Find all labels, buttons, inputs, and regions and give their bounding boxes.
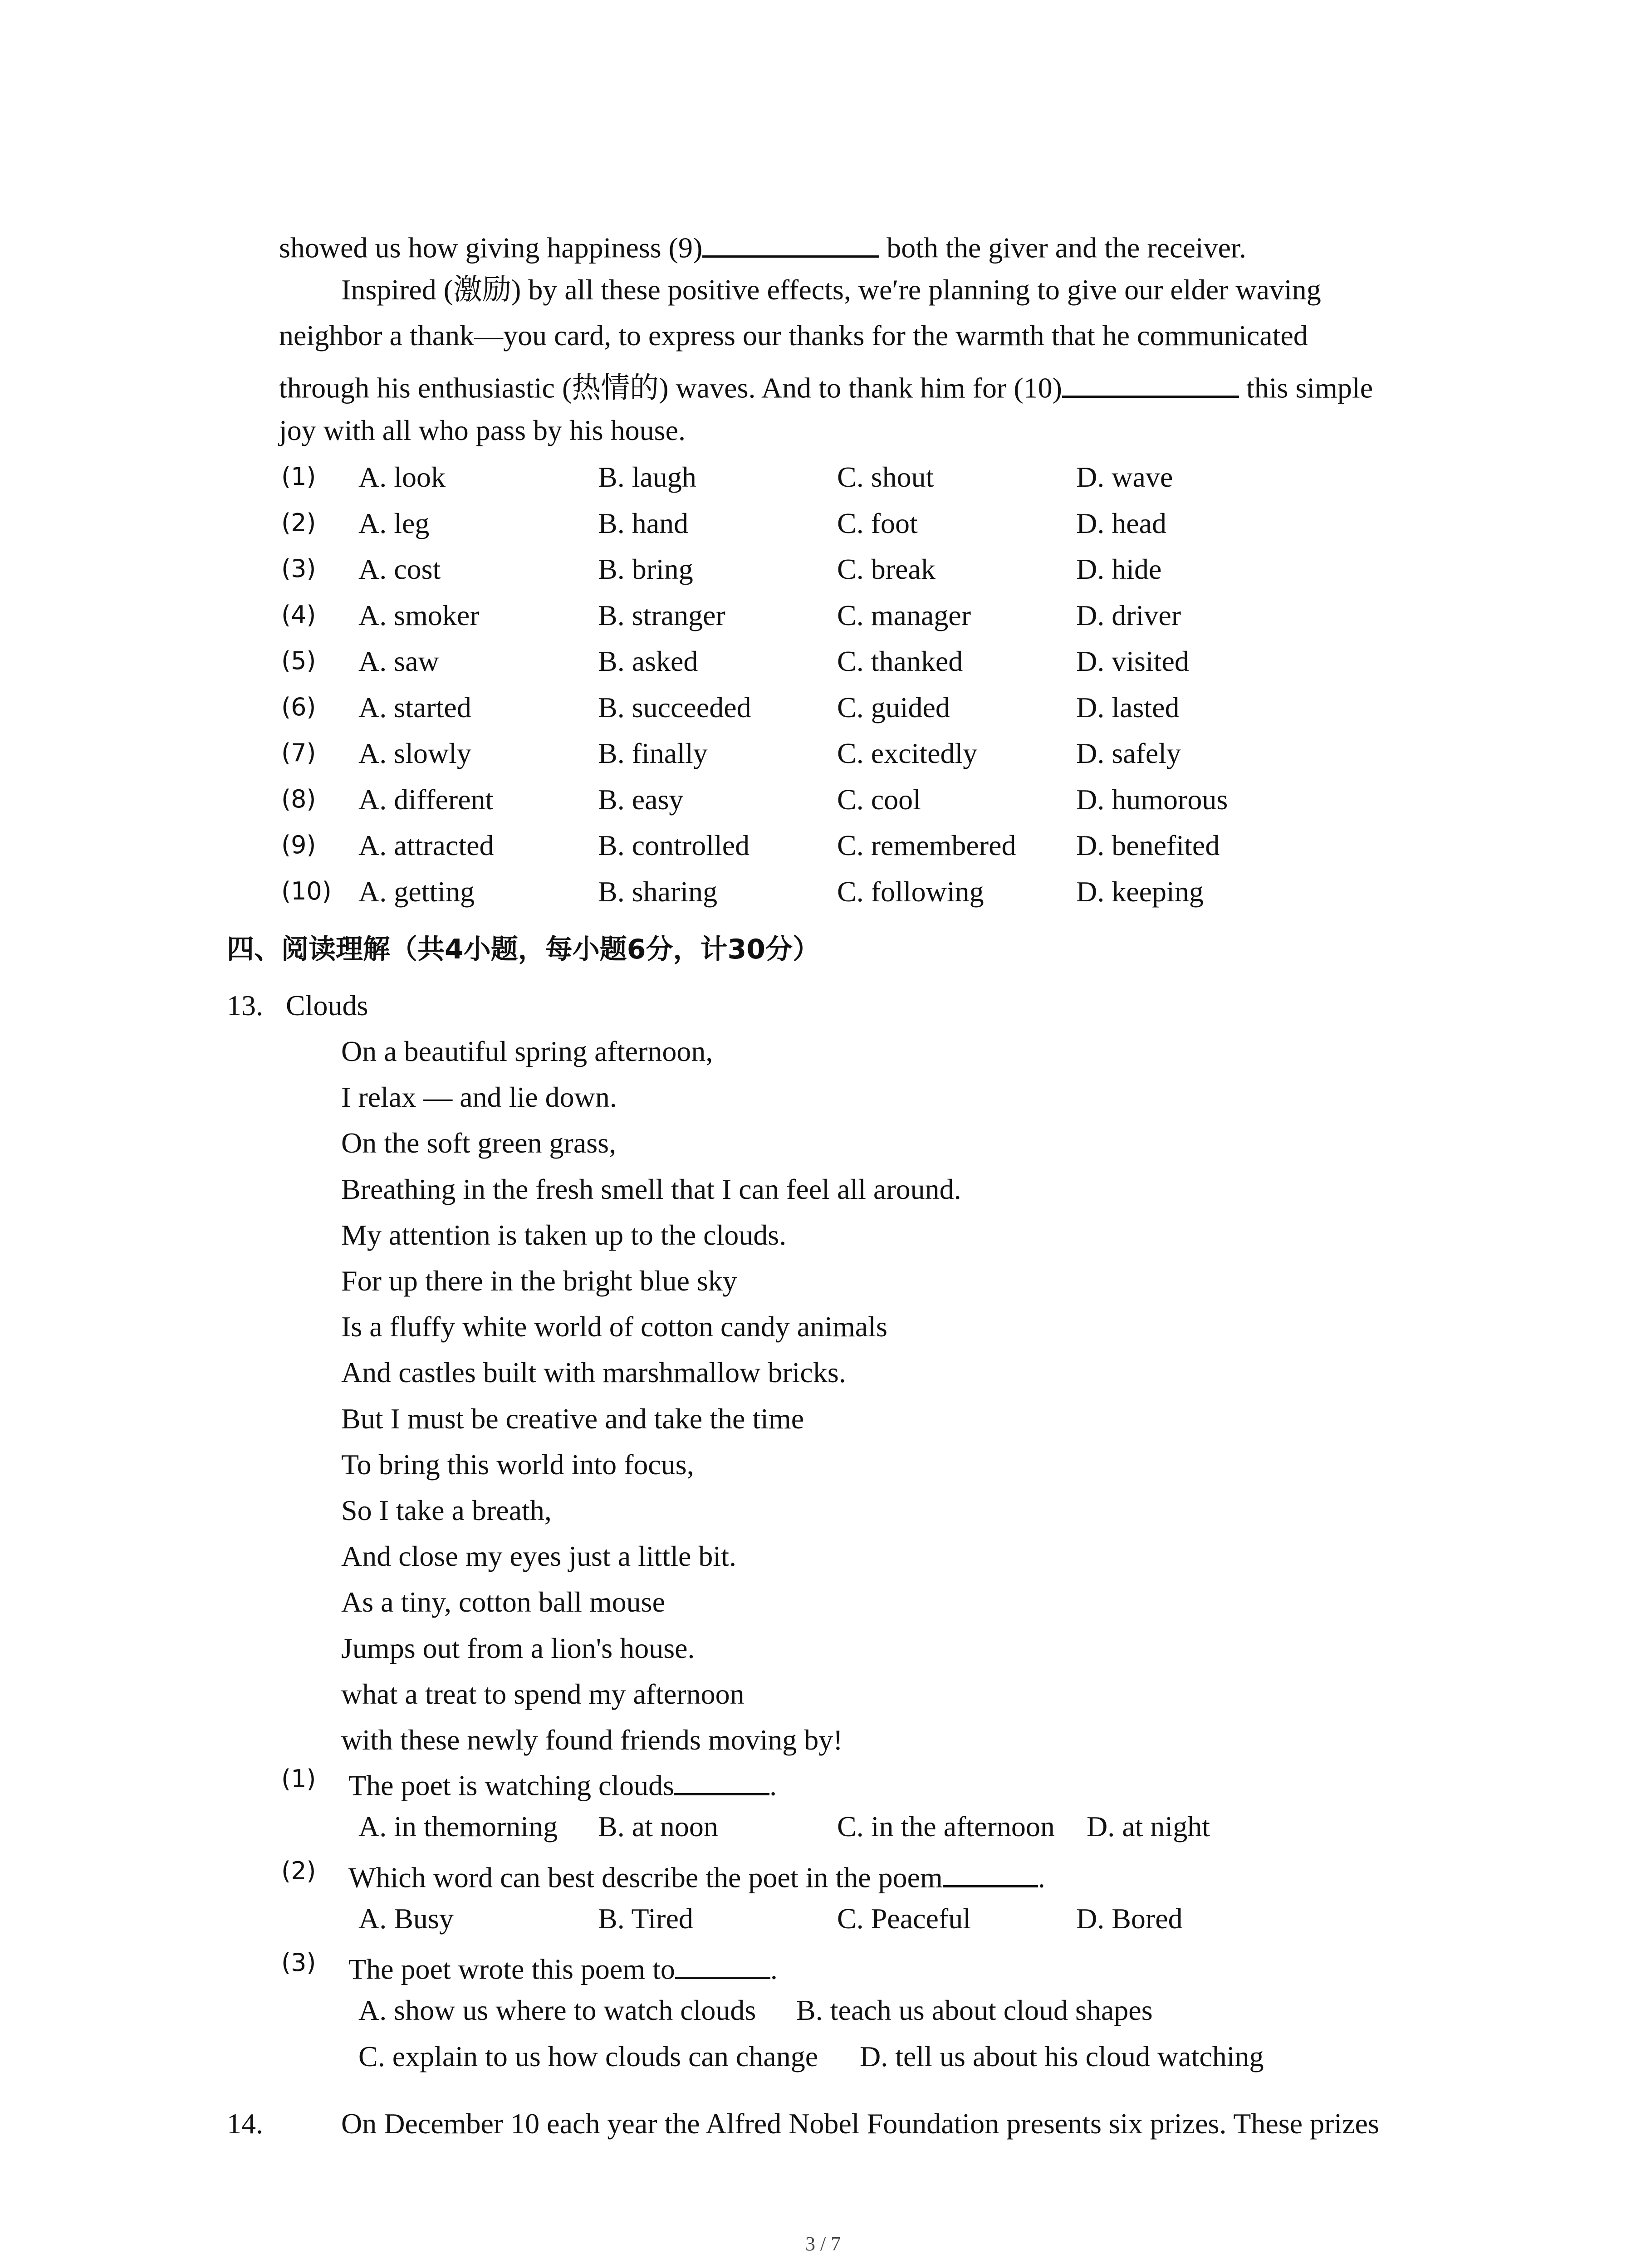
passage-line: Inspired (激励) by all these positive effects, we′re planning to give our elder waving [341, 274, 1321, 306]
option-c[interactable]: C. shout [837, 461, 934, 493]
page-number: 3 / 7 [805, 2233, 841, 2255]
option-d[interactable]: D. head [1076, 507, 1167, 539]
option-c[interactable]: C. excitedly [837, 737, 978, 769]
option-b[interactable]: B. finally [598, 737, 708, 769]
option-a[interactable]: A. cost [358, 553, 441, 585]
option-c[interactable]: C. in the afternoon [837, 1810, 1055, 1843]
poem-line: But I must be creative and take the time [341, 1403, 804, 1435]
poem-line: As a tiny, cotton ball mouse [341, 1586, 665, 1618]
poem-title: Clouds [286, 989, 368, 1022]
poem-line: To bring this world into focus, [341, 1448, 694, 1481]
option-b[interactable]: B. asked [598, 645, 698, 677]
passage-line: neighbor a thank—you card, to express our thanks for the warmth that he communicated [279, 319, 1308, 352]
option-b[interactable]: B. stranger [598, 599, 725, 631]
option-c[interactable]: C. Peaceful [837, 1902, 971, 1935]
option-d[interactable]: D. lasted [1076, 691, 1180, 723]
passage-text: this simple [1239, 371, 1373, 404]
option-a[interactable]: A. look [358, 461, 446, 493]
option-row-number: (7) [281, 738, 316, 767]
stem-text: . [770, 1953, 778, 1985]
passage-line: joy with all who pass by his house. [279, 414, 686, 446]
option-c[interactable]: C. break [837, 553, 936, 585]
option-row-number: (6) [281, 693, 316, 721]
option-c[interactable]: C. manager [837, 599, 971, 631]
poem-line: On the soft green grass, [341, 1127, 617, 1159]
option-d[interactable]: D. benefited [1076, 829, 1220, 861]
option-d[interactable]: D. safely [1076, 737, 1181, 769]
poem-line: So I take a breath, [341, 1494, 552, 1526]
option-c[interactable]: C. cool [837, 783, 921, 816]
option-d[interactable]: D. humorous [1076, 783, 1228, 816]
passage-text: showed us how giving happiness (9) [279, 231, 703, 264]
option-a[interactable]: A. getting [358, 875, 475, 908]
poem-line: For up there in the bright blue sky [341, 1265, 737, 1297]
section-heading: 四、阅读理解（共4小题，每小题6分，计30分） [227, 934, 820, 965]
poem-line: And close my eyes just a little bit. [341, 1540, 736, 1572]
option-d[interactable]: D. tell us about his cloud watching [860, 2040, 1264, 2072]
poem-line: And castles built with marshmallow bricks. [341, 1356, 846, 1388]
option-b[interactable]: B. controlled [598, 829, 750, 861]
option-d[interactable]: D. at night [1087, 1810, 1210, 1843]
poem-line: I relax — and lie down. [341, 1081, 617, 1113]
question-text: On December 10 each year the Alfred Nobel Foundation presents six prizes. These prizes [341, 2107, 1379, 2140]
option-row-number: (2) [281, 508, 316, 537]
poem-line: My attention is taken up to the clouds. [341, 1219, 787, 1251]
option-b[interactable]: B. hand [598, 507, 689, 539]
option-a[interactable]: A. show us where to watch clouds [358, 1994, 756, 2026]
option-a[interactable]: A. smoker [358, 599, 480, 631]
answer-blank[interactable] [674, 1767, 769, 1795]
poem-line: On a beautiful spring afternoon, [341, 1035, 713, 1067]
option-a[interactable]: A. started [358, 691, 471, 723]
option-row-number: (3) [281, 554, 316, 583]
passage-line [279, 369, 1373, 403]
option-c[interactable]: C. remembered [837, 829, 1016, 861]
option-b[interactable]: B. bring [598, 553, 693, 585]
option-c[interactable]: C. thanked [837, 645, 963, 677]
stem-text: Which word can best describe the poet in the poem [348, 1861, 943, 1894]
option-b[interactable]: B. sharing [598, 875, 718, 908]
answer-blank[interactable] [1062, 369, 1239, 398]
option-c[interactable]: C. explain to us how clouds can change [358, 2040, 818, 2072]
passage-line [279, 229, 1246, 263]
passage-text: both the giver and the receiver. [879, 231, 1246, 264]
option-row-number: (5) [281, 646, 316, 675]
subquestion-number: (2) [281, 1857, 316, 1885]
option-c[interactable]: C. guided [837, 691, 950, 723]
poem-line: what a treat to spend my afternoon [341, 1678, 745, 1710]
option-b[interactable]: B. Tired [598, 1902, 693, 1935]
option-a[interactable]: A. leg [358, 507, 430, 539]
option-a[interactable]: A. attracted [358, 829, 494, 861]
subquestion-stem [348, 1950, 778, 1984]
stem-text: The poet is watching clouds [348, 1769, 675, 1802]
subquestion-number: (1) [281, 1765, 316, 1793]
question-number: 14. [227, 2107, 263, 2140]
subquestion-number: (3) [281, 1948, 316, 1977]
option-d[interactable]: D. Bored [1076, 1902, 1183, 1935]
option-row-number: (1) [281, 462, 316, 491]
option-d[interactable]: D. wave [1076, 461, 1173, 493]
stem-text: The poet wrote this poem to [348, 1953, 675, 1985]
option-b[interactable]: B. teach us about cloud shapes [796, 1994, 1153, 2026]
stem-text: . [1038, 1861, 1045, 1894]
stem-text: . [769, 1769, 777, 1802]
option-d[interactable]: D. driver [1076, 599, 1181, 631]
option-d[interactable]: D. hide [1076, 553, 1162, 585]
option-row-number: (4) [281, 601, 316, 629]
subquestion-stem [348, 1767, 777, 1800]
option-b[interactable]: B. easy [598, 783, 684, 816]
option-row-number: (8) [281, 785, 316, 813]
poem-line: Is a fluffy white world of cotton candy animals [341, 1310, 887, 1343]
answer-blank[interactable] [675, 1950, 770, 1979]
poem-line: with these newly found friends moving by! [341, 1724, 843, 1756]
option-c[interactable]: C. foot [837, 507, 918, 539]
option-d[interactable]: D. keeping [1076, 875, 1204, 908]
poem-line: Breathing in the fresh smell that I can feel all around. [341, 1173, 961, 1205]
option-a[interactable]: A. in themorning [358, 1810, 558, 1843]
question-number: 13. [227, 989, 263, 1022]
option-a[interactable]: A. saw [358, 645, 439, 677]
poem-line: Jumps out from a lion's house. [341, 1632, 695, 1664]
option-b[interactable]: B. at noon [598, 1810, 718, 1843]
option-a[interactable]: A. Busy [358, 1902, 454, 1935]
option-a[interactable]: A. different [358, 783, 494, 816]
option-c[interactable]: C. following [837, 875, 984, 908]
option-row-number: (9) [281, 831, 316, 859]
option-a[interactable]: A. slowly [358, 737, 471, 769]
answer-blank[interactable] [943, 1859, 1038, 1887]
subquestion-stem [348, 1859, 1045, 1892]
answer-blank[interactable] [702, 229, 879, 258]
option-b[interactable]: B. succeeded [598, 691, 751, 723]
passage-text: through his enthusiastic (热情的) waves. And to thank him for (10) [279, 371, 1062, 404]
option-b[interactable]: B. laugh [598, 461, 696, 493]
option-row-number: (10) [281, 877, 332, 905]
option-d[interactable]: D. visited [1076, 645, 1189, 677]
